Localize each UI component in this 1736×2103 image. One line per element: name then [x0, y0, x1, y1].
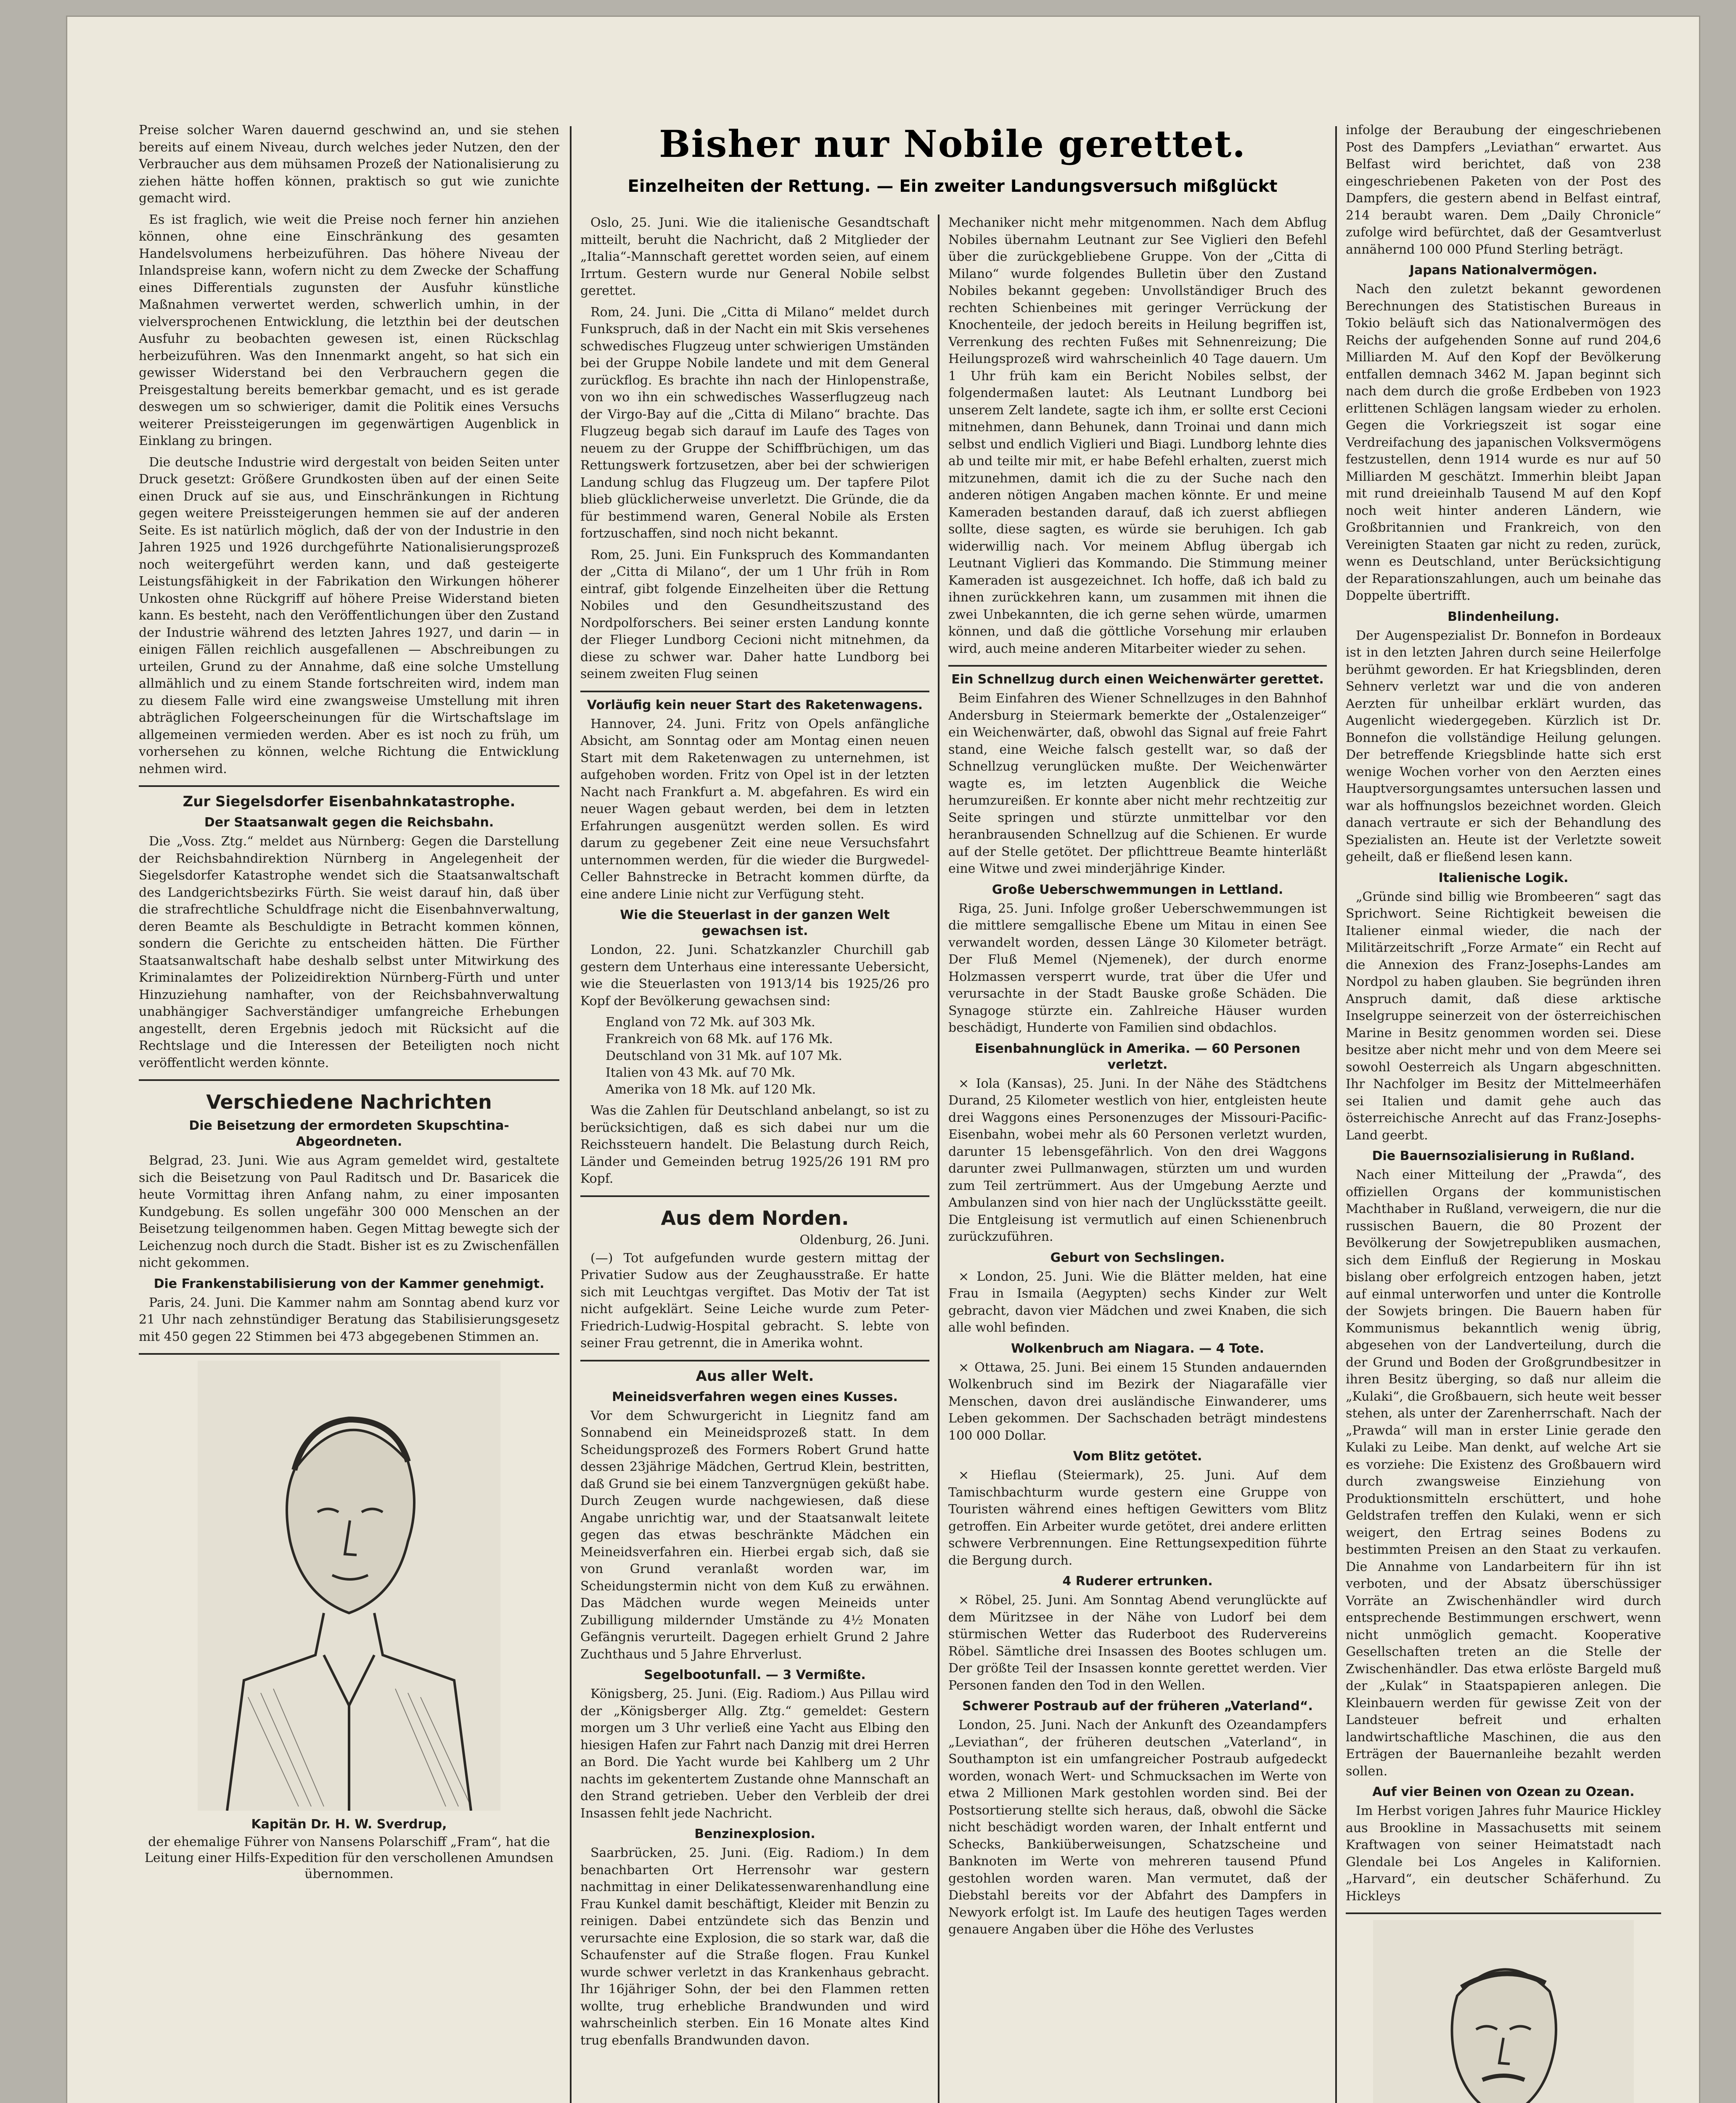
tax-table [606, 1014, 929, 1098]
headline-aus-aller-welt: Aus aller Welt. [696, 1367, 814, 1385]
divider [580, 1360, 929, 1361]
article-paragraph: Rom, 24. Juni. Die „Citta di Milano“ meldet durch Funkspruch, daß in der Nacht ein mit Skis versehenes schwedisches Flugzeug unter schwierigen Umständen bei der Gruppe Nobile landete und mit dem General zurückflog. Es brachte ihn nach der Hinlopenstraße, von wo ihn ein schwedisches Wasserflugzeug nach der Virgo-Bay auf die „Citta di Milano“ brachte. Das Flugzeug begab sich darauf im Laufe des Tages von neuem zu der Gruppe der Schiffbrüchigen, um das Rettungswerk fortzusetzen, aber bei der schwierigen Landung schlug das Flugzeug um. Der tapfere Pilot blieb glücklicherweise unverletzt. Die Gründe, die da für bestimmend waren, General Nobile als Ersten fortzuschaffen, sind noch nicht bekannt. [580, 305, 929, 541]
article-paragraph: Preise solcher Waren dauernd geschwind an, und sie stehen bereits auf einem Niveau, durch welches jeder Nutzen, den der Verbraucher aus dem mühsamen Prozeß der Nationalisierung zu ziehen hätte hoffen können, praktisch so gut wie zunichte gemacht wird. [139, 123, 559, 206]
headline-japan: Japans Nationalvermögen. [1409, 263, 1598, 278]
column-rule [938, 215, 939, 2103]
headline-eisenbahnunglueck: Eisenbahnunglück in Amerika. — 60 Personen verletzt. [974, 1041, 1301, 1072]
article-paragraph: × Ottawa, 25. Juni. Bei einem 15 Stunden andauernden Wolkenbruch sind im Bezirk der Niagarafälle vier Menschen, davon drei ausländische Einwanderer, ums Leben gekommen. Der Sachschaden beträgt mindestens 100 000 Dollar. [948, 1360, 1327, 1443]
main-headline: Bisher nur Nobile gerettet. [659, 122, 1246, 166]
tax-row: Frankreich von 68 Mk. auf 176 Mk. [606, 1032, 833, 1046]
tax-row: Italien von 43 Mk. auf 70 Mk. [606, 1065, 796, 1080]
article-paragraph: Die deutsche Industrie wird dergestalt von beiden Seiten unter Druck gesetzt: Größere Grundkosten üben auf der einen Seite einen Druck auf sie aus, und Einschränkungen in Richtung gegen weitere Preissteigerungen hemmen sie auf der anderen Seite. Es ist natürlich möglich, daß der von der Industrie in den Jahren 1925 und 1926 durchgeführte Nationalisierungsprozeß noch weitergeführt werden kann, und daß gesteigerte Leistungsfähigkeit in der Fabrikation den Wirkungen höherer Unkosten ohne Rückgriff auf höhere Preise Widerstand bieten kann. Es besteht, nach den Veröffentlichungen über den Zustand der Industrie während des letzten Jahres 1927, und darin — in einigen Fällen reichlich ausgefallenen — Abschreibungen zu urteilen, Grund zu der Annahme, daß eine solche Umstellung allmählich und zu einem Stande fortschreiten wird, indem man zu diesem Falle wird eine zwangsweise Umstellung mit ihren abträglichen Folgeerscheinungen für die Wirtschaftslage im allgemeinen vermieden werden. Aber es ist noch zu früh, um vorhersehen zu können, welche Richtung die Entwicklung nehmen wird. [139, 455, 559, 776]
subheadline-franken: Die Frankenstabilisierung von der Kammer genehmigt. [153, 1276, 545, 1291]
column-rule [1335, 126, 1337, 2103]
article-paragraph: × Röbel, 25. Juni. Am Sonntag Abend verunglückte auf dem Müritzsee in der Nähe von Ludorf bei dem stürmischen Wetter das Ruderboot des Rudervereins Röbel. Sämtliche drei Insassen des Bootes schlugen um. Der größte Teil der Insassen konnte gerettet werden. Vier Personen fanden den Tod in den Wellen. [948, 1593, 1327, 1693]
column-rule [570, 126, 572, 2103]
headline-steuerlast: Wie die Steuerlast in der ganzen Welt gewachsen ist. [620, 908, 890, 938]
article-paragraph: Im Herbst vorigen Jahres fuhr Maurice Hickley aus Brookline in Massachusetts mit seinem Kraftwagen von seiner Heimatstadt nach Glendale bei Los Angeles in Kalifornien. „Harvard“, ein deutscher Schäferhund. Zu Hickleys [1346, 1804, 1661, 1904]
column-3 [948, 215, 1327, 2103]
article-paragraph: × Iola (Kansas), 25. Juni. In der Nähe des Städtchens Durand, 25 Kilometer westlich von hier, entgleisten heute drei Waggons eines Personenzuges der Missouri-Pacific-Eisenbahn, wobei mehr als 60 Personen verletzt wurden, darunter 15 lebensgefährlich. Von den drei Waggons darunter zwei Pullmanwagen, stürzten um und wurden zum Teil zertrümmert. Aus der Umgebung Aerzte und Ambulanzen sind von hier nach der Unglücksstätte geeilt. Die Entgleisung ist vermutlich auf einen Schienenbruch zurückzuführen. [948, 1076, 1327, 1244]
divider [1346, 1912, 1661, 1914]
article-paragraph: Saarbrücken, 25. Juni. (Eig. Radiom.) In dem benachbarten Ort Herrensohr war gestern nachmittag in einer Delikatessenwarenhandlung eine Frau Kunkel damit beschäftigt, Kleider mit Benzin zu reinigen. Dabei entzündete sich das Benzin und verursachte eine Explosion, die so stark war, daß die Schaufenster auf die Straße flogen. Frau Kunkel wurde schwer verletzt in das Krankenhaus gebracht. Ihr 16jähriger Sohn, der bei den Flammen retten wollte, trug erhebliche Brandwunden und wird wahrscheinlich sterben. Ein 16 Monate altes Kind trug ebenfalls Brandwunden davon. [580, 1846, 929, 2048]
headline-blitz: Vom Blitz getötet. [1073, 1449, 1202, 1464]
divider [139, 785, 559, 787]
divider [139, 1079, 559, 1081]
article-paragraph: London, 25. Juni. Nach der Ankunft des Ozeandampfers „Leviathan“, der früheren deutschen „Vaterland“, in Southampton ist ein umfangreicher Postraub aufgedeckt worden, wonach Wert- und Schmucksachen im Werte von etwa 2 Millionen Mark gestohlen worden sind. Bei der Postsortierung stellte sich heraus, daß, obwohl die Säcke nicht beschädigt worden waren, der Inhalt entfernt und Schecks, Bankiüberweisungen, Schatzscheine und Banknoten im Werte von mehreren tausend Pfund gestohlen worden waren. Man vermutet, daß der Diebstahl bereits vor der Abfahrt des Dampfers in Newyork erfolgt ist. Im Laufe des heutigen Tages werden genauere Angaben über die Höhe des Verlustes [948, 1718, 1327, 1937]
article-paragraph: Was die Zahlen für Deutschland anbelangt, so ist zu berücksichtigen, daß es sich dabei nur um die Reichssteuern handelt. Die Belastung durch Reich, Länder und Gemeinden betrug 1925/26 191 RM pro Kopf. [580, 1103, 929, 1186]
headline-bauernsozialisierung: Die Bauernsozialisierung in Rußland. [1372, 1149, 1635, 1163]
article-paragraph: Nach einer Mitteilung der „Prawda“, des offiziellen Organs der kommunistischen Machthaber in Rußland, verweigern, die nur die russischen Bauern, die 80 Prozent der Bevölkerung der Sowjetrepubliken ausmachen, sich dem Einfluß der Regierung in Moskau bislang ober erfolgreich entzogen haben, jetzt auf einmal unterworfen und unter die Kontrolle der Sowjets bringen. Die Bauern haben für Kommunismus bekanntlich wenig übrig, abgesehen von der Landverteilung, durch die der Grund und Boden der Großgrundbesitzer in ihren Besitz überging, so daß nur alleim die „Kulaki“, die Großbauern, sich heute weit besser stehen, als unter der Zarenherrschaft. Nach der „Prawda“ will man in erster Linie gerade den Kulaki zu Leibe. Man denkt, auf welche Art sie es vorziehe: Die Existenz des Großbauern wird durch zwangsweise Einziehung von Produktionsmitteln erschüttert, und hohe Geldstrafen treffen den Kulaki, wenn er sich weigert, den Ertrag seines Bodens zu bestimmten Preisen an den Staat zu verkaufen. Die Annahme von Landarbeitern für ihn ist verboten, und der Absatz überschüssiger Vorräte an Zwischenhändler wird durch entsprechende Bestimmungen erschwert, wenn nicht unmöglich gemacht. Kooperative Gesellschaften treten an die Stelle der Zwischenhändler. Das etwa erlöste Bargeld muß der „Kulak“ in Staatspapieren anlegen. Die Kleinbauern werden für gewisse Zeit von der Landsteuer befreit und erhalten landwirtschaftliche Maschinen, die aus den Erträgen der Bauernanleihe bezahlt werden sollen. [1346, 1168, 1661, 1779]
caption-title [139, 1817, 559, 1833]
article-paragraph: Riga, 25. Juni. Infolge großer Ueberschwemmungen ist die mittlere semgallische Ebene um Mitau in einen See verwandelt worden, dessen Länge 30 Kilometer beträgt. Der Fluß Memel (Njemenek), der durch enorme Holzmassen versperrt wurde, trat über die Ufer und verursachte in der Stadt Bauske große Schäden. Die Synagoge stürzte ein. Zahlreiche Häuser wurden beschädigt, Hunderte von Familien sind obdachlos. [948, 901, 1327, 1035]
divider [580, 1195, 929, 1197]
divider [580, 691, 929, 692]
caption-title-text: Kapitän Dr. H. W. Sverdrup, [251, 1817, 447, 1832]
article-paragraph: Rom, 25. Juni. Ein Funkspruch des Kommandanten der „Citta di Milano“, der um 1 Uhr früh in Rom eintraf, gibt folgende Einzelheiten über die Rettung Nobiles und den Gesundheitszustand des Nordpolforschers. Bei seiner ersten Landung konnte der Flieger Lundborg Cecioni nicht mitnehmen, da diese zu schwer war. Daher hatte Lundborg bei seinem zweiten Flug seinen [580, 547, 929, 681]
article-paragraph: Es ist fraglich, wie weit die Preise noch ferner hin anziehen können, ohne eine Einschränkung des gesamten Handelsvolumens herbeizuführen. Das höhere Niveau der Inlandspreise kann, wofern nicht zu dem Zwecke der Schaffung eines Differentials zugunsten der Ausfuhr künstliche Maßnahmen verwertet werden, schwerlich umhin, in der vielversprochenen Entwicklung, die letzthin bei der deutschen Ausfuhr zu beobachten gewesen ist, einen Rückschlag herbeizuführen. Was den Innenmarkt angeht, so hat sich ein gewisser Widerstand bei den Verbrauchern gegen die Preisgestaltung bereits bemerkbar gemacht, und es ist gerade deswegen um so schwieriger, damit die Politik eines Versuchs weiterer Preissteigerungen im gegenwärtigen Augenblick in Einklang zu bringen. [139, 212, 559, 448]
article-paragraph: Belgrad, 23. Juni. Wie aus Agram gemeldet wird, gestaltete sich die Beisetzung von Paul Raditsch und Dr. Basaricek die heute Vormittag ihren Anfang nahm, zu einer imposanten Kundgebung. Es sollen ungefähr 300 000 Menschen an der Beisetzung teilgenommen haben. Gegen Mittag bewegte sich der Leichenzug noch durch die Stadt. Bisher ist es zu Zwischenfällen nicht gekommen. [139, 1153, 559, 1270]
headline-siegelsdorf: Zur Siegelsdorfer Eisenbahnkatastrophe. [183, 793, 516, 810]
headline-raketenwagen: Vorläufig kein neuer Start des Raketenwagens. [587, 697, 923, 712]
article-paragraph: London, 22. Juni. Schatzkanzler Churchill gab gestern dem Unterhaus eine interessante Uebersicht, wie die Steuerlasten von 1913/14 bis 1925/26 pro Kopf der Bevölkerung gewachsen sind: [580, 943, 929, 1009]
headline-sechslinge: Geburt von Sechslingen. [1050, 1250, 1225, 1265]
headline-aus-dem-norden: Aus dem Norden. [661, 1206, 849, 1229]
column-2 [580, 215, 929, 2103]
headline-schnellzug: Ein Schnellzug durch einen Weichenwärter gerettet. [951, 672, 1324, 687]
divider [948, 665, 1327, 667]
article-paragraph: Hannover, 24. Juni. Fritz von Opels anfängliche Absicht, am Sonntag oder am Montag einen neuen Start mit dem Raketenwagen zu unternehmen, ist aufgehoben worden. Fritz von Opel ist in der letzten Nacht nach Frankfurt a. M. abgefahren. Es wird ein neuer Wagen gebaut werden, bei dem in letzten Erfahrungen ausgenützt werden sollen. Es wird darum zu gegebener Zeit eine neue Versuchsfahrt unternommen werden, für die wieder die Burgwedel-Celler Bahnstrecke in Betracht kommen dürfte, da eine andere Linie nicht zur Verfügung steht. [580, 716, 929, 902]
article-paragraph: Nach den zuletzt bekannt gewordenen Berechnungen des Statistischen Bureaus in Tokio beläuft sich das Nationalvermögen des Reichs der aufgehenden Sonne auf rund 204,6 Milliarden M. Auf den Kopf der Bevölkerung entfallen demnach 3462 M. Japan beginnt sich nach dem durch die große Erdbeben von 1923 erlittenen Schlägen langsam wieder zu erholen. Gegen die Vorkriegszeit ist sogar eine Verdreifachung des japanischen Volksvermögens festzustellen, denn 1914 wurde es nur auf 50 Milliarden M geschätzt. Immerhin bleibt Japan mit rund dreieinhalb Tausend M auf den Kopf noch weit hinter anderen Ländern, wie Großbritannien und Frankreich, von den Vereinigten Staaten gar nicht zu reden, zurück, wenn es Deutschland, unter Berücksichtigung der Reparationszahlungen, auch um beinahe das Doppelte übertrifft. [1346, 282, 1661, 603]
article-paragraph: (—) Tot aufgefunden wurde gestern mittag der Privatier Sudow aus der Zeughausstraße. Er hatte sich mit Leuchtgas vergiftet. Das Motiv der Tat ist nicht aufgeklärt. Seine Leiche wurde zum Peter-Friedrich-Ludwig-Hospital gebracht. S. lebte von seiner Frau getrennt, die in Amerika wohnt. [580, 1250, 929, 1351]
headline-ruderer: 4 Ruderer ertrunken. [1062, 1574, 1213, 1589]
headline-ozean: Auf vier Beinen von Ozean zu Ozean. [1372, 1785, 1635, 1799]
article-paragraph: Paris, 24. Juni. Die Kammer nahm am Sonntag abend kurz vor 21 Uhr nach zehnstündiger Beratung das Stabilisierungsgesetz mit 450 gegen 22 Stimmen bei 473 abgegebenen Stimmen an. [139, 1295, 559, 1344]
article-paragraph: Vor dem Schwurgericht in Liegnitz fand am Sonnabend ein Meineidsprozeß statt. In dem Scheidungsprozeß des Formers Robert Grund hatte dessen 23jährige Mädchen, Gertrud Klein, bestritten, daß Grund sie bei einem Tanzvergnügen geküßt habe. Durch Zeugen wurde nachgewiesen, daß diese Angabe unrichtig war, und der Staatsanwalt leitete gegen das etwas beschränkte Mädchen ein Meineidsverfahren ein. Hierbei ergab sich, daß sie von Grund veranlaßt worden war, im Scheidungstermin nicht von dem Kuß zu erwähnen. Das Mädchen wurde wegen Meineids unter Zubilligung mildernder Umstände zu 4½ Monaten Gefängnis verurteilt. Dagegen erhielt Grund 2 Jahre Zuchthaus und 5 Jahre Ehrverlust. [580, 1408, 929, 1662]
newspaper-page [67, 17, 1699, 2103]
headline-benzinexplosion: Benzinexplosion. [694, 1827, 815, 1841]
divider [139, 1353, 559, 1355]
headline-segelboot: Segelbootunfall. — 3 Vermißte. [644, 1668, 866, 1682]
tax-row: Deutschland von 31 Mk. auf 107 Mk. [606, 1049, 842, 1063]
caption-text: der ehemalige Führer von Nansens Polarschiff „Fram“, hat die Leitung einer Hilfs-Expedition für den verschollenen Amundsen übernommen. [144, 1835, 554, 1881]
article-paragraph: Beim Einfahren des Wiener Schnellzuges in den Bahnhof Andersburg in Steiermark bemerkte der „Ostalenzeiger“ ein Weichenwärter, daß, obwohl das Signal auf freie Fahrt stand, eine Weiche falsch gestellt war, so daß der Schnellzug verunglücken mußte. Der Weichenwärter wagte es, im letzten Augenblick die Weiche herumzureißen. Er konnte aber nicht mehr rechtzeitig zur Seite springen und stürzte unmittelbar vor den heranbrausenden Schnellzug auf die Schienen. Er wurde auf der Stelle getötet. Der pflichttreue Beamte hinterläßt eine Witwe und zwei minderjährige Kinder. [948, 691, 1327, 876]
headline-meineid: Meineidsverfahren wegen eines Kusses. [612, 1389, 898, 1404]
headline-blindenheilung: Blindenheilung. [1448, 609, 1559, 624]
article-paragraph: Oslo, 25. Juni. Wie die italienische Gesandtschaft mitteilt, beruht die Nachricht, daß 2 Mitglieder der „Italia“-Mannschaft gerettet worden seien, auf einem Irrtum. Gestern wurde nur General Nobile selbst gerettet. [580, 215, 929, 298]
article-paragraph: × London, 25. Juni. Wie die Blätter melden, hat eine Frau in Ismaila (Aegypten) sechs Kinder zur Welt gebracht, davon vier Mädchen und zwei Knaben, die sich alle wohl befinden. [948, 1269, 1327, 1335]
headline-postraub: Schwerer Postraub auf der früheren „Vaterland“. [962, 1699, 1313, 1714]
headline-niagara: Wolkenbruch am Niagara. — 4 Tote. [1011, 1341, 1265, 1356]
article-paragraph: Mechaniker nicht mehr mitgenommen. Nach dem Abflug Nobiles übernahm Leutnant zur See Viglieri den Befehl über die zurückgebliebene Gruppe. Von der „Citta di Milano“ wurde folgendes Bulletin über den Zustand Nobiles bekannt gegeben: Unvollständiger Bruch des rechten Schienbeines mit geringer Verrückung der Knochenteile, der jedoch bereits in Heilung begriffen ist, Verrenkung des rechten Fußes mit Sehnenreizung; Die Heilungsprozeß wird wahrscheinlich 40 Tage dauern. Um 1 Uhr früh kam ein Bericht Nobiles selbst, der folgendermaßen lautet: Als Leutnant Lundborg bei unserem Zelt landete, sagte ich ihm, er sollte erst Cecioni mitnehmen, dann Behunek, dann Troinai und dann mich selbst und endlich Viglieri und Biagi. Lundborg lehnte dies ab und teilte mir mit, er habe Befehl erhalten, zuerst mich mitzunehmen, damit ich die zu der Suche nach den anderen nötigen Angaben machen könnte. Er und meine Kameraden bestanden darauf, daß ich zuerst abfliegen sollte, diese sagten, es würde sie beruhigen. Ich gab widerwillig nach. Vor meinem Abflug übergab ich Leutnant Viglieri das Kommando. Die Stimmung meiner Kameraden ist ausgezeichnet. Ich hoffe, daß ich bald zu ihnen zurückkehren kann, um zusammen mit ihnen die zwei Unbekannten, die ich gerne sehen würde, umarmen können, und daß die göttliche Vorsehung mir erlauben wird, auch meine anderen Mitarbeiter wieder zu sehen. [948, 215, 1327, 656]
main-subheadline: Einzelheiten der Rettung. — Ein zweiter Landungsversuch mißglückt [627, 177, 1278, 196]
article-paragraph: × Hieflau (Steiermark), 25. Juni. Auf dem Tamischbachturm wurde gestern eine Gruppe von Touristen während eines heftigen Gewitters vom Blitz getroffen. Ein Arbeiter wurde getötet, drei andere erlitten schwere Verbrennungen. Eine Rettungsexpedition führte die Bergung durch. [948, 1468, 1327, 1568]
headline-ueberschwemmungen: Große Ueberschwemmungen in Lettland. [992, 882, 1283, 897]
tax-row: England von 72 Mk. auf 303 Mk. [606, 1015, 815, 1030]
article-paragraph: Königsberg, 25. Juni. (Eig. Radiom.) Aus Pillau wird der „Königsberger Allg. Ztg.“ gemeldet: Gestern morgen um 3 Uhr verließ eine Yacht aus Elbing den hiesigen Hafen zur Fahrt nach Danzig mit drei Herren an Bord. Die Yacht wurde bei Kahlberg um 2 Uhr nachts im gekentertem Zustande ohne Mannschaft an den Strand getrieben. Ueber den Verbleib der drei Insassen fehlt jede Nachricht. [580, 1687, 929, 1821]
article-paragraph: Der Augenspezialist Dr. Bonnefon in Bordeaux ist in den letzten Jahren durch seine Heilerfolge berühmt geworden. Er hat Kriegsblinden, deren Sehnerv verletzt war und die von anderen Aerzten für unheilbar erklärt wurden, das Augenlicht wiedergegeben. Kürzlich ist Dr. Bonnefon die vollständige Heilung gelungen. Der betreffende Kriegsblinde hatte sich erst wenige Wochen vorher von den Aerzten eines Hauptversorgungsamtes untersuchen lassen und war als hoffnungslos bezeichnet worden. Gleich danach vertraute er sich der Behandlung des Spezialisten an. Heute ist der Verletzte soweit geheilt, daß er fließend lesen kann. [1346, 628, 1661, 864]
subheadline-staatsanwalt: Der Staatsanwalt gegen die Reichsbahn. [204, 815, 494, 830]
column-4 [1346, 122, 1661, 2103]
portrait-sverdrup-illustration [198, 1361, 500, 1811]
portrait-ratschitsch-illustration [1373, 1920, 1634, 2103]
headline-verschiedene-nachrichten: Verschiedene Nachrichten [206, 1091, 492, 1113]
headline-italienische-logik: Italienische Logik. [1438, 870, 1569, 885]
dateline: Oldenburg, 26. Juni. [799, 1232, 929, 1247]
article-paragraph: infolge der Beraubung der eingeschriebenen Post des Dampfers „Leviathan“ erwartet. Aus Belfast wird berichtet, daß von 238 eingeschriebenen Paketen von der Post des Dampfers, die gestern abend in Belfast eintraf, 214 beraubt waren. Dem „Daily Chronicle“ zufolge wird befürchtet, daß der Gesamtverlust annähernd 100 000 Pfund Sterling beträgt. [1346, 123, 1661, 257]
tax-row: Amerika von 18 Mk. auf 120 Mk. [606, 1082, 816, 1097]
article-paragraph: „Gründe sind billig wie Brombeeren“ sagt das Sprichwort. Seine Richtigkeit beweisen die Italiener einmal wieder, die nach der Militärzeitschrift „Forze Armate“ ein Recht auf die Annexion des Franz-Josephs-Landes am Nordpol zu haben glauben. Sie begründen ihren Anspruch damit, daß diese arktische Inselgruppe seinerzeit von der österreichischen Marine in Besitz genommen worden sei. Diese besitze aber nicht mehr und von dem Meere sei sowohl Oesterreich als Ungarn abgeschnitten. Ihr Nachfolger im Besitz der Mittelmeerhäfen sei Italien und damit gehe auch das österreichische Anrecht auf das Franz-Josephs-Land geerbt. [1346, 889, 1661, 1143]
subheadline-beisetzung: Die Beisetzung der ermordeten Skupschtina-Abgeordneten. [189, 1118, 509, 1149]
column-1 [139, 122, 559, 2103]
article-paragraph: Die „Voss. Ztg.“ meldet aus Nürnberg: Gegen die Darstellung der Reichsbahndirektion Nürnberg in Angelegenheit der Siegelsdorfer Katastrophe wendet sich die Staatsanwaltschaft des Landgerichtsbezirks Fürth. Sie weist darauf hin, daß über die strafrechtliche Schuldfrage nicht die Eisenbahnverwaltung, deren Beamte als Beschuldigte in Betracht kommen können, sondern die Gerichte zu entscheiden hätten. Die Fürther Staatsanwaltschaft habe deshalb selbst unter Mitwirkung des Kriminalamtes der Polizeidirektion Nürnberg-Fürth und unter Hinzuziehung namhafter, von der Reichsbahnverwaltung unabhängiger Sachverständiger umfangreiche Erhebungen angestellt, deren Ergebnis jedoch mit Rücksicht auf die Rechtslage und die Interessen der Beteiligten noch nicht veröffentlicht werden könnte. [139, 834, 559, 1070]
